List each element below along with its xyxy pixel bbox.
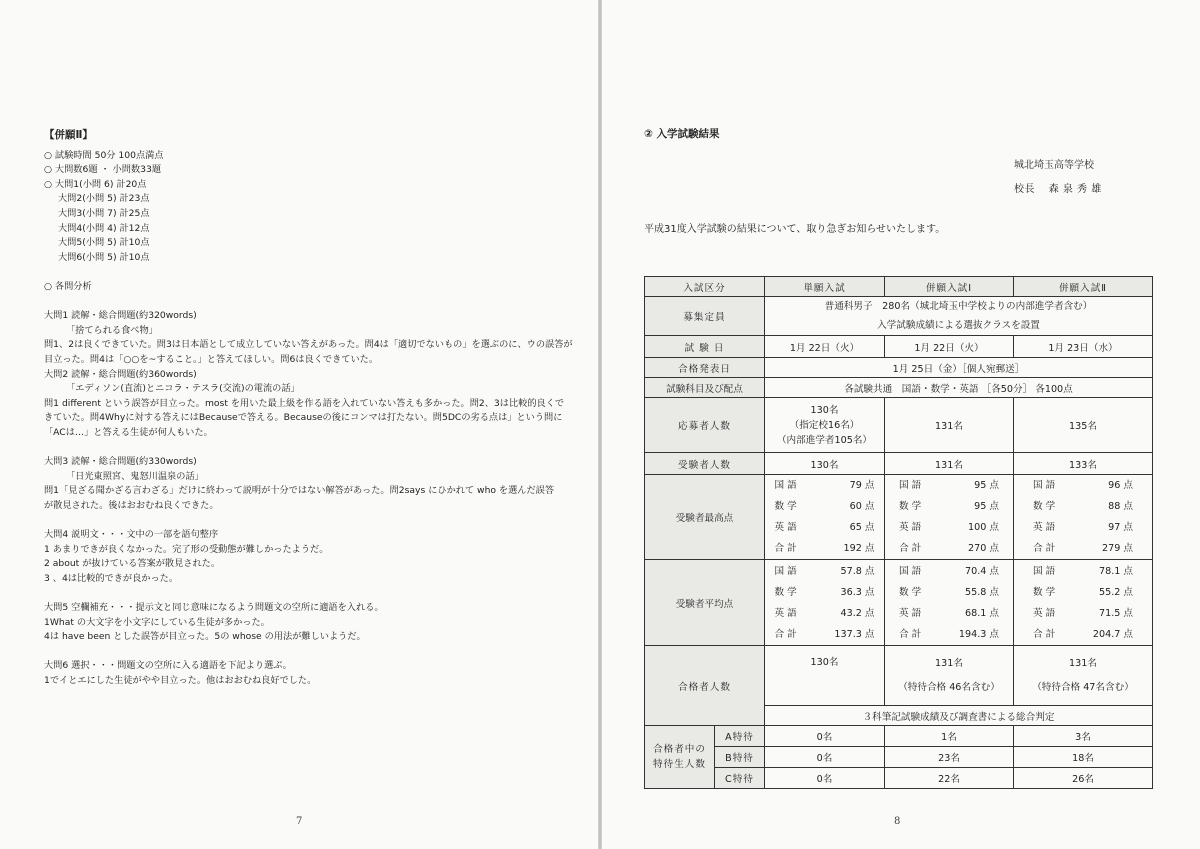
score-value: 79 点	[849, 480, 875, 491]
exam-results-table	[644, 276, 1153, 789]
special-a-single: 0名	[765, 726, 885, 747]
text-line: 1 あまりできが良くなかった。完了形の受動態が難しかったようだ。	[44, 543, 329, 555]
text-line: ○ 大問数6題 ・ 小問数33題	[44, 164, 162, 176]
max-score-combined-1	[885, 475, 1014, 560]
subject-label: 数 学	[1033, 501, 1056, 512]
examinees-single: 130名	[765, 453, 885, 475]
special-c-combined-1: 22名	[885, 768, 1014, 789]
text-line: きていた。問4Whyに対する答えにはBecauseで答える。Becauseの後にコンマは打たない。問5DCの劣る点は」という問に	[44, 412, 563, 424]
exam-date-single: 1月 22日（火）	[765, 336, 885, 358]
score-row	[885, 624, 1013, 645]
score-value: 70.4 点	[964, 565, 999, 577]
subject-label: 英 語	[774, 522, 797, 533]
text-line: 2 about が抜けている答案が散見された。	[44, 558, 221, 570]
examinees-combined-1: 131名	[885, 453, 1014, 475]
special-c-combined-2: 26名	[1014, 768, 1153, 789]
avg-score-combined-2	[1014, 560, 1153, 646]
subject-label: 英 語	[774, 607, 797, 619]
text-line: 大問4 説明文・・・文中の一部を語句整序	[44, 529, 219, 541]
text-line: 「日光東照宮、鬼怒川温泉の話」	[66, 470, 204, 482]
score-value: 88 点	[1108, 501, 1133, 512]
header-single: 単願入試	[765, 277, 885, 297]
text-line: 大問6 選択・・・問題文の空所に入る適語を下記より選ぶ。	[44, 660, 292, 672]
score-row	[765, 561, 884, 582]
subject-label: 合 計	[774, 628, 797, 640]
applicants-label: 応募者人数	[645, 398, 765, 453]
score-value: 270 点	[968, 543, 999, 554]
subject-label: 合 計	[1033, 543, 1056, 554]
score-row	[765, 582, 884, 603]
score-value: 96 点	[1108, 480, 1133, 491]
text-line: 「エディソン(直流)とニコラ・テスラ(交流)の電流の話」	[66, 383, 300, 395]
passed-single	[765, 646, 885, 706]
blank-line	[44, 265, 574, 280]
max-score-combined-2	[1014, 475, 1153, 560]
special-a-combined-2: 3名	[1014, 726, 1153, 747]
max-score-label: 受験者最高点	[645, 475, 765, 560]
text-line: 大問5(小問 5) 計10点	[58, 237, 150, 249]
score-row	[885, 538, 1013, 559]
text-line: ○ 大問1(小問 6) 計20点	[44, 178, 147, 190]
score-value: 57.8 点	[840, 565, 875, 577]
examinees-combined-2: 133名	[1014, 453, 1153, 475]
capacity-line-2: 入学試験成績による選抜クラスを設置	[877, 320, 1040, 331]
subjects-label: 試験科目及び配点	[645, 378, 765, 398]
score-row	[885, 603, 1013, 624]
subject-label: 数 学	[774, 501, 797, 512]
subject-label: 数 学	[1033, 586, 1056, 598]
score-value: 71.5 点	[1098, 607, 1133, 619]
score-value: 60 点	[849, 501, 875, 512]
exam-date-combined-1: 1月 22日（火）	[885, 336, 1014, 358]
text-line: 問1 different という誤答が目立った。most を用いた最上級を作る語を入れていない答えも多かった。問2、3は比較的良くで	[44, 397, 565, 409]
examinees-label: 受験者人数	[645, 453, 765, 475]
applicants-single-designated: （指定校16名）	[789, 419, 860, 431]
text-line: 問1「見ざる聞かざる言わざる」だけに終わって説明が十分ではない解答があった。問2says にひかれて who を選んだ誤答	[44, 485, 555, 497]
header-combined-2: 併願入試Ⅱ	[1014, 277, 1153, 297]
score-row	[1014, 475, 1152, 496]
text-line: ○ 試験時間 50分 100点満点	[44, 149, 164, 161]
score-row	[765, 475, 884, 496]
text-line: 1What の大文字を小文字にしている生徒が多かった。	[44, 616, 270, 628]
score-row	[1014, 561, 1152, 582]
text-line: 4は have been とした誤答が目立った。5の whose の用法が難しいようだ。	[44, 631, 366, 643]
text-line: 大問5 空欄補充・・・提示文と同じ意味になるよう問題文の空所に適語を入れる。	[44, 602, 384, 613]
capacity-label: 募集定員	[645, 297, 765, 336]
score-value: 68.1 点	[964, 607, 999, 619]
text-line: 大問1 読解・総合問題(約320words)	[44, 310, 197, 322]
score-value: 36.3 点	[840, 586, 875, 598]
score-row	[765, 496, 884, 517]
score-row	[765, 603, 884, 624]
score-value: 55.2 点	[1098, 586, 1133, 598]
header-category: 入試区分	[645, 277, 765, 297]
blank-line	[44, 295, 574, 310]
subject-label: 英 語	[899, 522, 922, 533]
subject-label: 英 語	[1033, 522, 1056, 533]
subject-label: 合 計	[1033, 628, 1056, 640]
text-line: 大問3(小問 7) 計25点	[58, 207, 150, 219]
special-a-combined-1: 1名	[885, 726, 1014, 747]
avg-score-single	[765, 560, 885, 646]
score-row	[885, 517, 1013, 538]
score-row	[885, 496, 1013, 517]
score-value: 192 点	[843, 543, 875, 554]
applicants-combined-1: 131名	[885, 398, 1014, 453]
page-number-right: 8	[894, 816, 901, 827]
header-combined-1: 併願入試Ⅰ	[885, 277, 1014, 297]
subject-label: 数 学	[899, 501, 922, 512]
score-value: 279 点	[1102, 543, 1133, 554]
exam-analysis	[44, 128, 574, 689]
capacity-cell	[765, 297, 1153, 336]
principal-name: 森 泉 秀 雄	[1048, 184, 1102, 195]
passed-combined-2-count: 131名	[1069, 657, 1097, 669]
passed-combined-2-special: （特待合格 47名含む）	[1032, 681, 1134, 693]
score-value: 78.1 点	[1098, 565, 1133, 577]
score-value: 97 点	[1108, 522, 1133, 533]
subject-label: 合 計	[899, 543, 922, 554]
avg-score-combined-1	[885, 560, 1014, 646]
subject-label: 合 計	[899, 628, 922, 640]
text-line: 「捨てられる食べ物」	[66, 324, 158, 336]
text-line: ○ 各問分析	[44, 280, 92, 292]
special-b-single: 0名	[765, 747, 885, 768]
principal-title: 校長	[1014, 184, 1035, 195]
subjects-value: 各試験共通 国語・数学・英語 ［各50分］ 各100点	[765, 378, 1153, 398]
score-row	[1014, 624, 1152, 645]
passed-label: 合格者人数	[645, 646, 765, 726]
special-b-combined-2: 18名	[1014, 747, 1153, 768]
subject-label: 英 語	[899, 607, 922, 619]
avg-score-label: 受験者平均点	[645, 560, 765, 646]
subject-label: 数 学	[774, 586, 797, 598]
announce-value: 1月 25日（金）［個人宛郵送］	[765, 358, 1153, 378]
subject-label: 国 語	[899, 480, 922, 491]
passed-combined-1-count: 131名	[935, 657, 963, 669]
intro-text: 平成31度入学試験の結果について、取り急ぎお知らせいたします。	[644, 224, 946, 235]
text-line: 1でイとエにした生徒がやや目立った。他はおおむね良好でした。	[44, 674, 317, 686]
applicants-single-count: 130名	[810, 404, 839, 416]
announce-label: 合格発表日	[645, 358, 765, 378]
subject-label: 数 学	[899, 586, 922, 598]
score-value: 137.3 点	[834, 628, 875, 640]
subject-label: 合 計	[774, 543, 797, 554]
passed-combined-1-special: （特待合格 46名含む）	[898, 681, 1000, 693]
judgement-note: ３科筆記試験成績及び調査書による総合判定	[765, 706, 1153, 726]
special-label-line-2: 特待生人数	[653, 759, 706, 770]
passed-single-count: 130名	[810, 657, 839, 668]
right-page	[602, 0, 1200, 849]
score-value: 95 点	[974, 480, 999, 491]
subject-label: 国 語	[774, 480, 797, 491]
text-line: 大問2 読解・総合問題(約360words)	[44, 368, 197, 380]
subject-label: 国 語	[899, 565, 922, 577]
subject-label: 国 語	[774, 565, 797, 577]
score-row	[1014, 517, 1152, 538]
special-c-single: 0名	[765, 768, 885, 789]
score-value: 55.8 点	[964, 586, 999, 598]
exam-date-combined-2: 1月 23日（水）	[1014, 336, 1153, 358]
score-value: 43.2 点	[840, 607, 875, 619]
text-line: 大問4(小問 4) 計12点	[58, 222, 150, 234]
score-row	[1014, 538, 1152, 559]
principal	[1014, 180, 1112, 195]
special-a-label: A特待	[715, 726, 765, 747]
score-value: 95 点	[974, 501, 999, 512]
special-b-label: B特待	[715, 747, 765, 768]
passed-combined-2	[1014, 646, 1153, 706]
text-line: 問1、2は良くできていた。問3は日本語として成立していない答えがあった。問4は「適切でないもの」を選ぶのに、ウの誤答が	[44, 339, 573, 351]
section-heading: 【併願Ⅱ】	[44, 129, 93, 141]
text-line: が散見された。後はおおむね良くできた。	[44, 499, 219, 511]
special-b-combined-1: 23名	[885, 747, 1014, 768]
blank-line	[44, 513, 574, 528]
score-row	[765, 624, 884, 645]
score-row	[765, 538, 884, 559]
page-number-left: 7	[296, 816, 303, 827]
text-line: 「ACは…」と答える生徒が何人もいた。	[44, 426, 213, 438]
passed-combined-1	[885, 646, 1014, 706]
score-row	[765, 517, 884, 538]
capacity-line-1: 普通科男子 280名（城北埼玉中学校よりの内部進学者含む）	[824, 301, 1093, 312]
score-row	[1014, 582, 1152, 603]
text-line: 大問6(小問 5) 計10点	[58, 251, 150, 263]
section-title: ② 入学試験結果	[644, 128, 720, 140]
school-name: 城北埼玉高等学校	[1014, 160, 1094, 171]
score-row	[885, 582, 1013, 603]
blank-line	[44, 586, 574, 601]
exam-date-label: 試 験 日	[645, 336, 765, 358]
text-line: 目立った。問4は「○○を~すること。」と答えてほしい。問6は良くできていた。	[44, 353, 379, 365]
applicants-single	[765, 398, 885, 453]
score-value: 204.7 点	[1092, 628, 1133, 640]
special-students-label	[645, 726, 715, 789]
applicants-combined-2: 135名	[1014, 398, 1153, 453]
max-score-single	[765, 475, 885, 560]
subject-label: 国 語	[1033, 565, 1056, 577]
score-row	[1014, 496, 1152, 517]
score-row	[1014, 603, 1152, 624]
score-row	[885, 475, 1013, 496]
applicants-single-internal: （内部進学者105名）	[776, 434, 873, 446]
blank-line	[44, 440, 574, 455]
text-line: 大問2(小問 5) 計23点	[58, 193, 150, 205]
score-row	[885, 561, 1013, 582]
score-value: 100 点	[968, 522, 999, 533]
subject-label: 英 語	[1033, 607, 1056, 619]
special-c-label: C特待	[715, 768, 765, 789]
special-label-line-1: 合格者中の	[653, 744, 706, 755]
text-line: 3 、4は比較的できが良かった。	[44, 572, 179, 584]
score-value: 65 点	[849, 522, 875, 533]
score-value: 194.3 点	[958, 628, 999, 640]
blank-line	[44, 645, 574, 660]
text-line: 大問3 読解・総合問題(約330words)	[44, 456, 197, 468]
subject-label: 国 語	[1033, 480, 1056, 491]
